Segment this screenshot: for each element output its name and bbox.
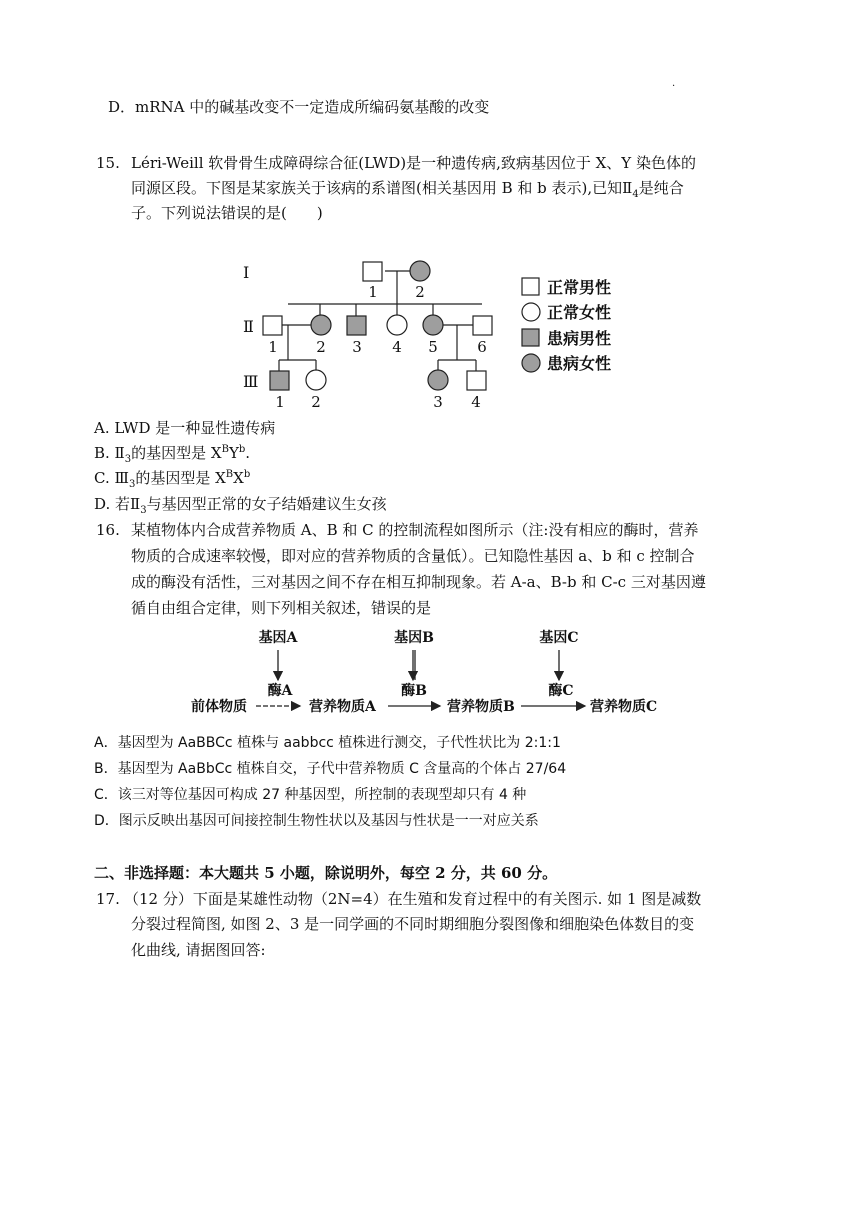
q15-number: 15.: [96, 154, 120, 172]
q15-line1: Léri-Weill 软骨骨生成障碍综合征(LWD)是一种遗传病,致病基因位于 X、Y 染色体的: [131, 154, 696, 172]
q16-option-b: B．基因型为 AaBbCc 植株自交，子代中营养物质 C 含量高的个体占 27/64: [94, 761, 567, 777]
legend-affected-female-symbol: [522, 354, 540, 372]
q16-option-a: A．基因型为 AaBBCc 植株与 aabbcc 植株进行测交，子代性状比为 2:1:1: [94, 735, 561, 751]
I2-number: 2: [415, 283, 425, 301]
pedigree-II1-normal-male: [263, 316, 282, 335]
product-c-label: 营养物质C: [590, 699, 658, 715]
enzyme-b-label: 酶B: [401, 683, 427, 699]
pedigree-I1-normal-male: [363, 262, 382, 281]
product-a-label: 营养物质A: [309, 699, 376, 715]
pedigree-II3-affected-male: [347, 316, 366, 335]
q17-line3: 化曲线, 请据图回答:: [131, 941, 266, 959]
gene-a-label: 基因A: [258, 630, 298, 646]
II1-number: 1: [268, 338, 278, 356]
II3-number: 3: [352, 338, 362, 356]
synthesis-flow-diagram: [185, 624, 685, 720]
gene-b-label: 基因B: [394, 630, 434, 646]
pedigree-III2-normal-female: [306, 370, 326, 390]
q15-option-c: C. $Ⅲ_3$的基因型是 $X^BX^b$: [94, 469, 251, 490]
q16-line2: 物质的合成速率较慢，即对应的营养物质的含量低）。已知隐性基因 a、b 和 c 控制合: [131, 547, 695, 565]
q16-line4: 循自由组合定律，则下列相关叙述，错误的是: [131, 599, 432, 617]
legend-normal-female-symbol: [522, 303, 540, 321]
gene-c-label: 基因C: [539, 630, 579, 646]
pedigree-III3-affected-female: [428, 370, 448, 390]
q16-option-c: C．该三对等位基因可构成 27 种基因型，所控制的表现型却只有 4 种: [94, 787, 527, 803]
legend-normal-male-symbol: [522, 278, 539, 295]
q15-line2: 同源区段。下图是某家族关于该病的系谱图(相关基因用 B 和 b 表示),已知$Ⅱ_4$是纯合: [131, 179, 684, 200]
II2-number: 2: [316, 338, 326, 356]
q15-line3: 子。下列说法错误的是( ): [131, 204, 323, 222]
q16-number: 16.: [96, 521, 120, 539]
pedigree-II4-normal-female: [387, 315, 407, 335]
III2-number: 2: [311, 393, 321, 411]
product-b-label: 营养物质B: [447, 699, 515, 715]
pedigree-II6-normal-male: [473, 316, 492, 335]
q15-option-b: B. $Ⅱ_3$的基因型是 $X^BY^b$.: [94, 444, 251, 465]
section2-heading: 二、非选择题：本大题共 5 小题，除说明外，每空 2 分，共 60 分。: [94, 864, 558, 882]
II5-number: 5: [428, 338, 438, 356]
legend-normal-female: 正常女性: [547, 303, 612, 322]
legend-affected-female: 患病女性: [547, 354, 612, 373]
header-mark: .: [672, 78, 676, 89]
legend-normal-male: 正常男性: [547, 278, 612, 297]
legend-affected-male: 患病男性: [547, 329, 612, 348]
q14-option-d: D．mRNA 中的碱基改变不一定造成所编码氨基酸的改变: [108, 98, 490, 116]
enzyme-c-label: 酶C: [548, 683, 574, 699]
q15-option-d: D. 若$Ⅱ_3$与基因型正常的女子结婚建议生女孩: [94, 495, 387, 516]
legend-affected-male-symbol: [522, 329, 539, 346]
III4-number: 4: [471, 393, 481, 411]
q17-line2: 分裂过程简图, 如图 2、3 是一同学画的不同时期细胞分裂图像和细胞染色体数目的变: [131, 915, 695, 933]
q16-line1: 某植物体内合成营养物质 A、B 和 C 的控制流程如图所示（注:没有相应的酶时，营养: [131, 521, 699, 539]
q17-number: 17.: [96, 890, 120, 908]
q15-option-a: A. LWD 是一种显性遗传病: [94, 419, 276, 437]
gen-label-1: Ⅰ: [243, 263, 250, 282]
pedigree-I2-affected-female: [410, 261, 430, 281]
enzyme-a-label: 酶A: [267, 683, 293, 699]
q16-line3: 成的酶没有活性，三对基因之间不存在相互抑制现象。若 A-a、B-b 和 C-c 三对基因遵: [131, 573, 706, 591]
pedigree-chart: [225, 252, 645, 412]
pedigree-II2-affected-female: [311, 315, 331, 335]
gen-label-2: Ⅱ: [243, 317, 254, 336]
gen-label-3: Ⅲ: [243, 372, 259, 391]
I1-number: 1: [368, 283, 378, 301]
q16-option-d: D．图示反映出基因可间接控制生物性状以及基因与性状是一一对应关系: [94, 813, 539, 829]
pedigree-III1-affected-male: [270, 371, 289, 390]
pedigree-III4-normal-male: [467, 371, 486, 390]
pedigree-II5-affected-female: [423, 315, 443, 335]
II6-number: 6: [477, 338, 487, 356]
III1-number: 1: [275, 393, 285, 411]
III3-number: 3: [433, 393, 443, 411]
q17-line1: （12 分）下面是某雄性动物（2N=4）在生殖和发育过程中的有关图示. 如 1 图是减数: [124, 890, 702, 908]
precursor-label: 前体物质: [191, 699, 247, 715]
II4-number: 4: [392, 338, 402, 356]
